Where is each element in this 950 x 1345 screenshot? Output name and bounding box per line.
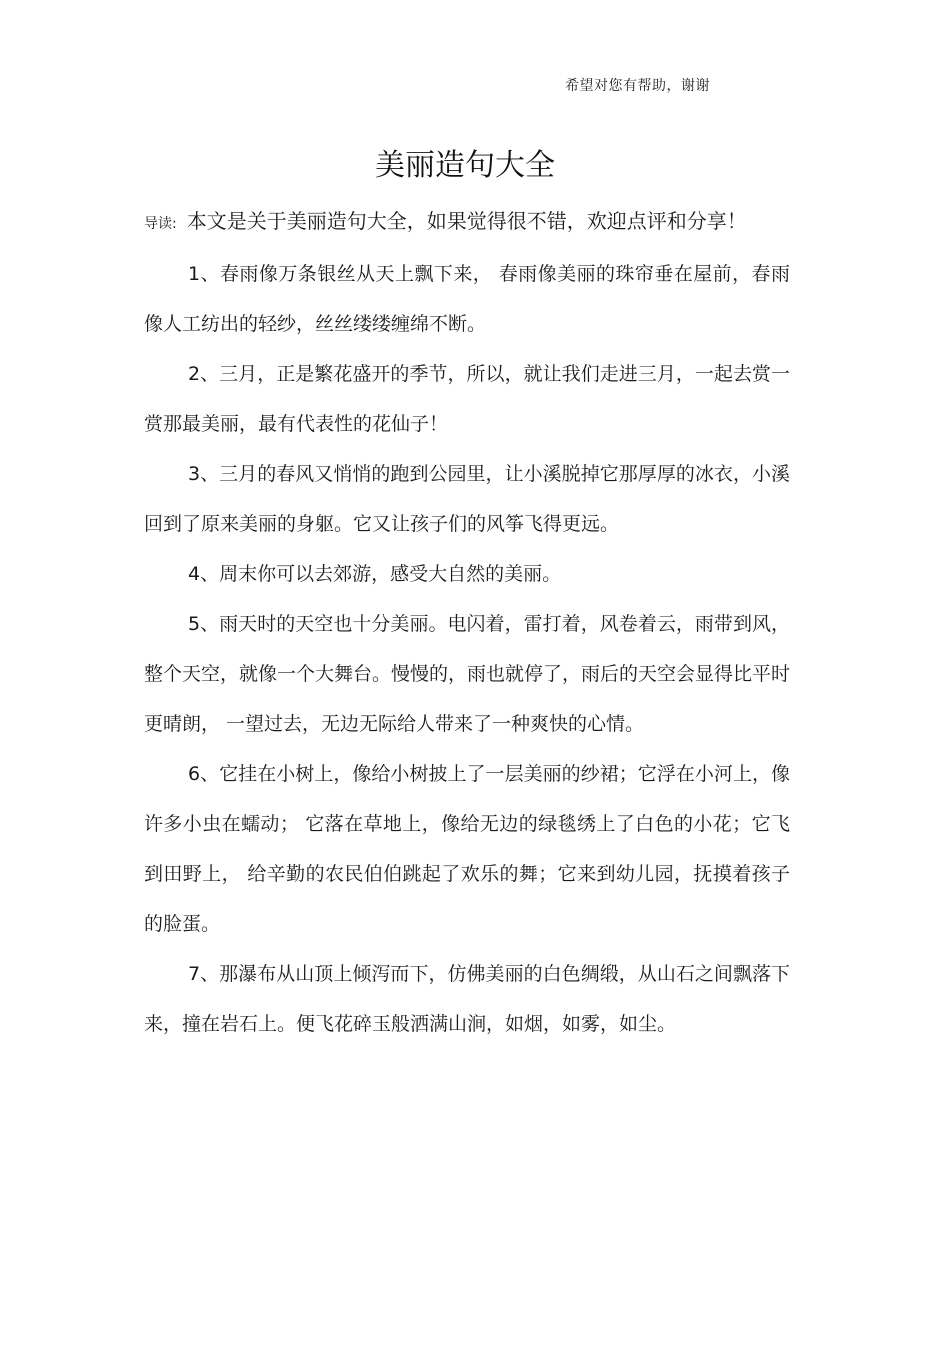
- sentence-paragraph-3: 3、三月的春风又悄悄的跑到公园里，让小溪脱掉它那厚厚的冰衣，小溪回到了原来美丽的身躯。它又让孩子们的风筝飞得更远。: [144, 463, 790, 535]
- intro-text: 本文是关于美丽造句大全，如果觉得很不错，欢迎点评和分享！: [186, 209, 747, 233]
- intro-paragraph: [144, 196, 790, 249]
- sentence-paragraph-7: 7、那瀑布从山顶上倾泻而下，仿佛美丽的白色绸缎，从山石之间飘落下来，撞在岩石上。便飞花碎玉般洒满山涧，如烟，如雾，如尘。: [144, 963, 790, 1035]
- sentence-paragraph-1: 1、春雨像万条银丝从天上飘下来， 春雨像美丽的珠帘垂在屋前，春雨像人工纺出的轻纱，丝丝缕缕缠绵不断。: [144, 263, 790, 335]
- sentence-paragraph-5: 5、雨天时的天空也十分美丽。电闪着，雷打着，风卷着云，雨带到风，整个天空，就像一个大舞台。慢慢的，雨也就停了，雨后的天空会显得比平时更晴朗， 一望过去，无边无际给人带来了一种爽快的心情。: [144, 613, 791, 735]
- sentence-paragraph-2: 2、三月，正是繁花盛开的季节，所以，就让我们走进三月，一起去赏一赏那最美丽，最有代表性的花仙子！: [144, 363, 790, 435]
- page-title: 美丽造句大全: [375, 148, 555, 183]
- sentence-paragraph-6: 6、它挂在小树上，像给小树披上了一层美丽的纱裙；它浮在小河上，像许多小虫在蠕动； 它落在草地上，像给无边的绿毯绣上了白色的小花；它飞到田野上， 给辛勤的农民伯伯跳起了欢乐的舞；它来到幼儿园，抚摸着孩子的脸蛋。: [144, 763, 790, 935]
- header-note: 希望对您有帮助，谢谢: [565, 78, 710, 94]
- sentence-paragraph-4: 4、周末你可以去郊游，感受大自然的美丽。: [188, 563, 562, 585]
- intro-label: 导读:: [144, 216, 177, 232]
- document-body: [144, 196, 790, 1049]
